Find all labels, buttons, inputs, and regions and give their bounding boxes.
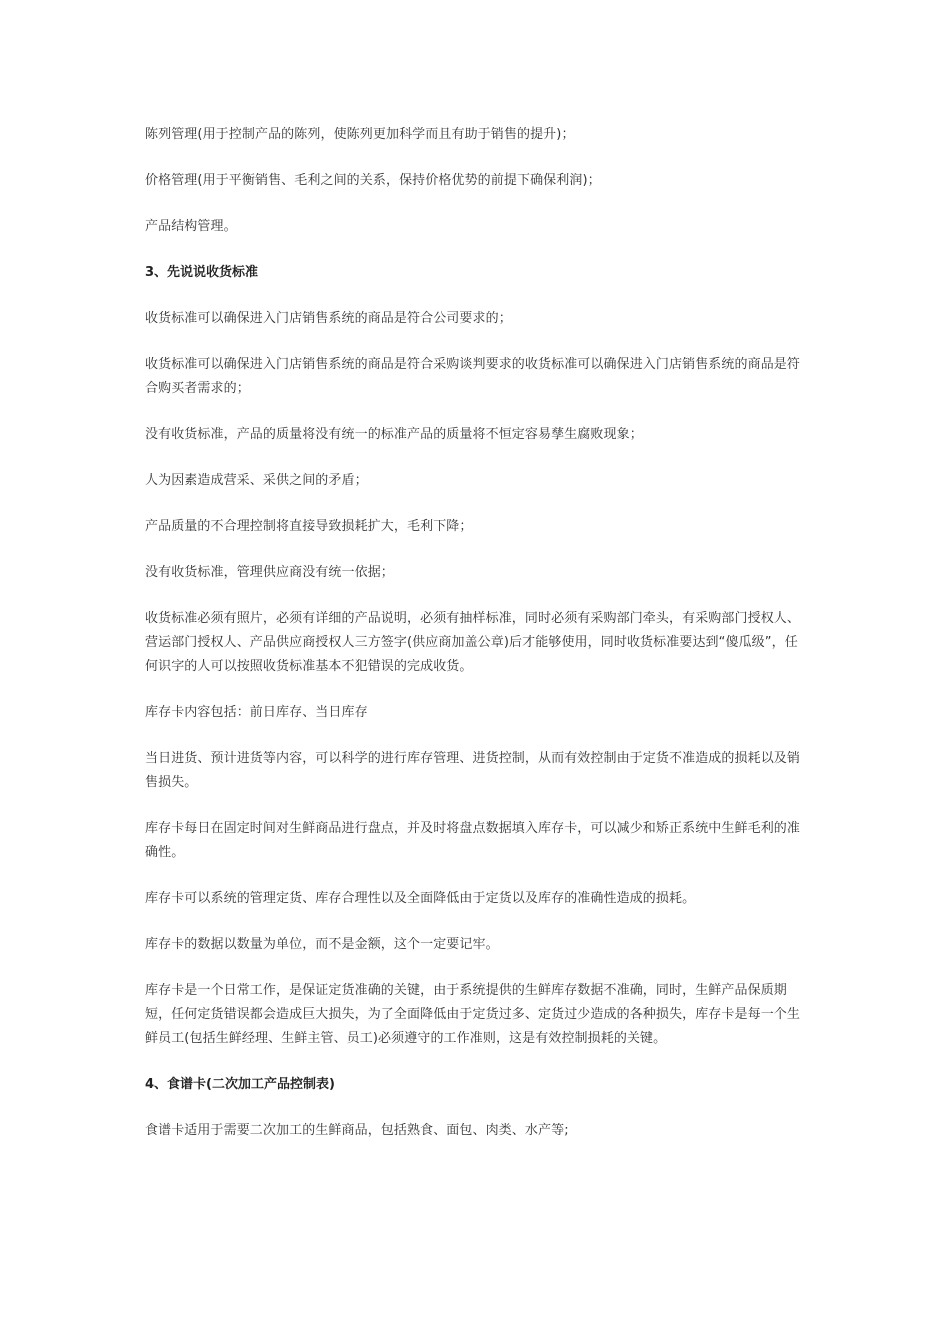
- paragraph-receiving-4: 人为因素造成营采、采供之间的矛盾；: [145, 473, 368, 488]
- section-heading-receiving-standard: 3、先说说收货标准: [145, 265, 259, 280]
- paragraph-inventory-2: 当日进货、预计进货等内容，可以科学的进行库存管理、进货控制，从而有效控制由于定货不准造成的损耗以及销售损失。: [145, 751, 801, 790]
- paragraph-price-management: 价格管理(用于平衡销售、毛利之间的关系，保持价格优势的前提下确保利润)；: [145, 173, 601, 188]
- paragraph-inventory-6: 库存卡是一个日常工作，是保证定货准确的关键，由于系统提供的生鲜库存数据不准确，同时，生鲜产品保质期短，任何定货错误都会造成巨大损失，为了全面降低由于定货过多、定货过少造成的各种损失，库存卡是每一个生鲜员工(包括生鲜经理、生鲜主管、员工)必须遵守的工作准则，这是有效控制损耗的关键。: [145, 983, 801, 1046]
- paragraph-inventory-5: 库存卡的数据以数量为单位，而不是金额，这个一定要记牢。: [145, 937, 499, 952]
- paragraph-inventory-3: 库存卡每日在固定时间对生鲜商品进行盘点，并及时将盘点数据填入库存卡，可以减少和矫正系统中生鲜毛利的准确性。: [145, 821, 801, 860]
- document-body: [145, 123, 810, 1165]
- paragraph-receiving-7: 收货标准必须有照片，必须有详细的产品说明，必须有抽样标准，同时必须有采购部门牵头，有采购部门授权人、营运部门授权人、产品供应商授权人三方签字(供应商加盖公章)后才能够使用，同时收货标准要达到“傻瓜级”，任何识字的人可以按照收货标准基本不犯错误的完成收货。: [145, 611, 801, 674]
- section-heading-recipe-card: 4、食谱卡(二次加工产品控制表): [145, 1077, 335, 1092]
- paragraph-inventory-4: 库存卡可以系统的管理定货、库存合理性以及全面降低由于定货以及库存的准确性造成的损耗。: [145, 891, 696, 906]
- paragraph-receiving-1: 收货标准可以确保进入门店销售系统的商品是符合公司要求的；: [145, 311, 512, 326]
- paragraph-product-structure: 产品结构管理。: [145, 219, 237, 234]
- paragraph-receiving-5: 产品质量的不合理控制将直接导致损耗扩大，毛利下降；: [145, 519, 473, 534]
- paragraph-recipe-1: 食谱卡适用于需要二次加工的生鲜商品，包括熟食、面包、肉类、水产等;: [145, 1123, 569, 1138]
- paragraph-display-management: 陈列管理(用于控制产品的陈列，使陈列更加科学而且有助于销售的提升)；: [145, 127, 575, 142]
- paragraph-receiving-6: 没有收货标准，管理供应商没有统一依据；: [145, 565, 394, 580]
- paragraph-inventory-1: 库存卡内容包括：前日库存、当日库存: [145, 705, 368, 720]
- paragraph-receiving-2: 收货标准可以确保进入门店销售系统的商品是符合采购谈判要求的收货标准可以确保进入门店销售系统的商品是符合购买者需求的；: [145, 357, 801, 396]
- paragraph-receiving-3: 没有收货标准，产品的质量将没有统一的标准产品的质量将不恒定容易孳生腐败现象；: [145, 427, 643, 442]
